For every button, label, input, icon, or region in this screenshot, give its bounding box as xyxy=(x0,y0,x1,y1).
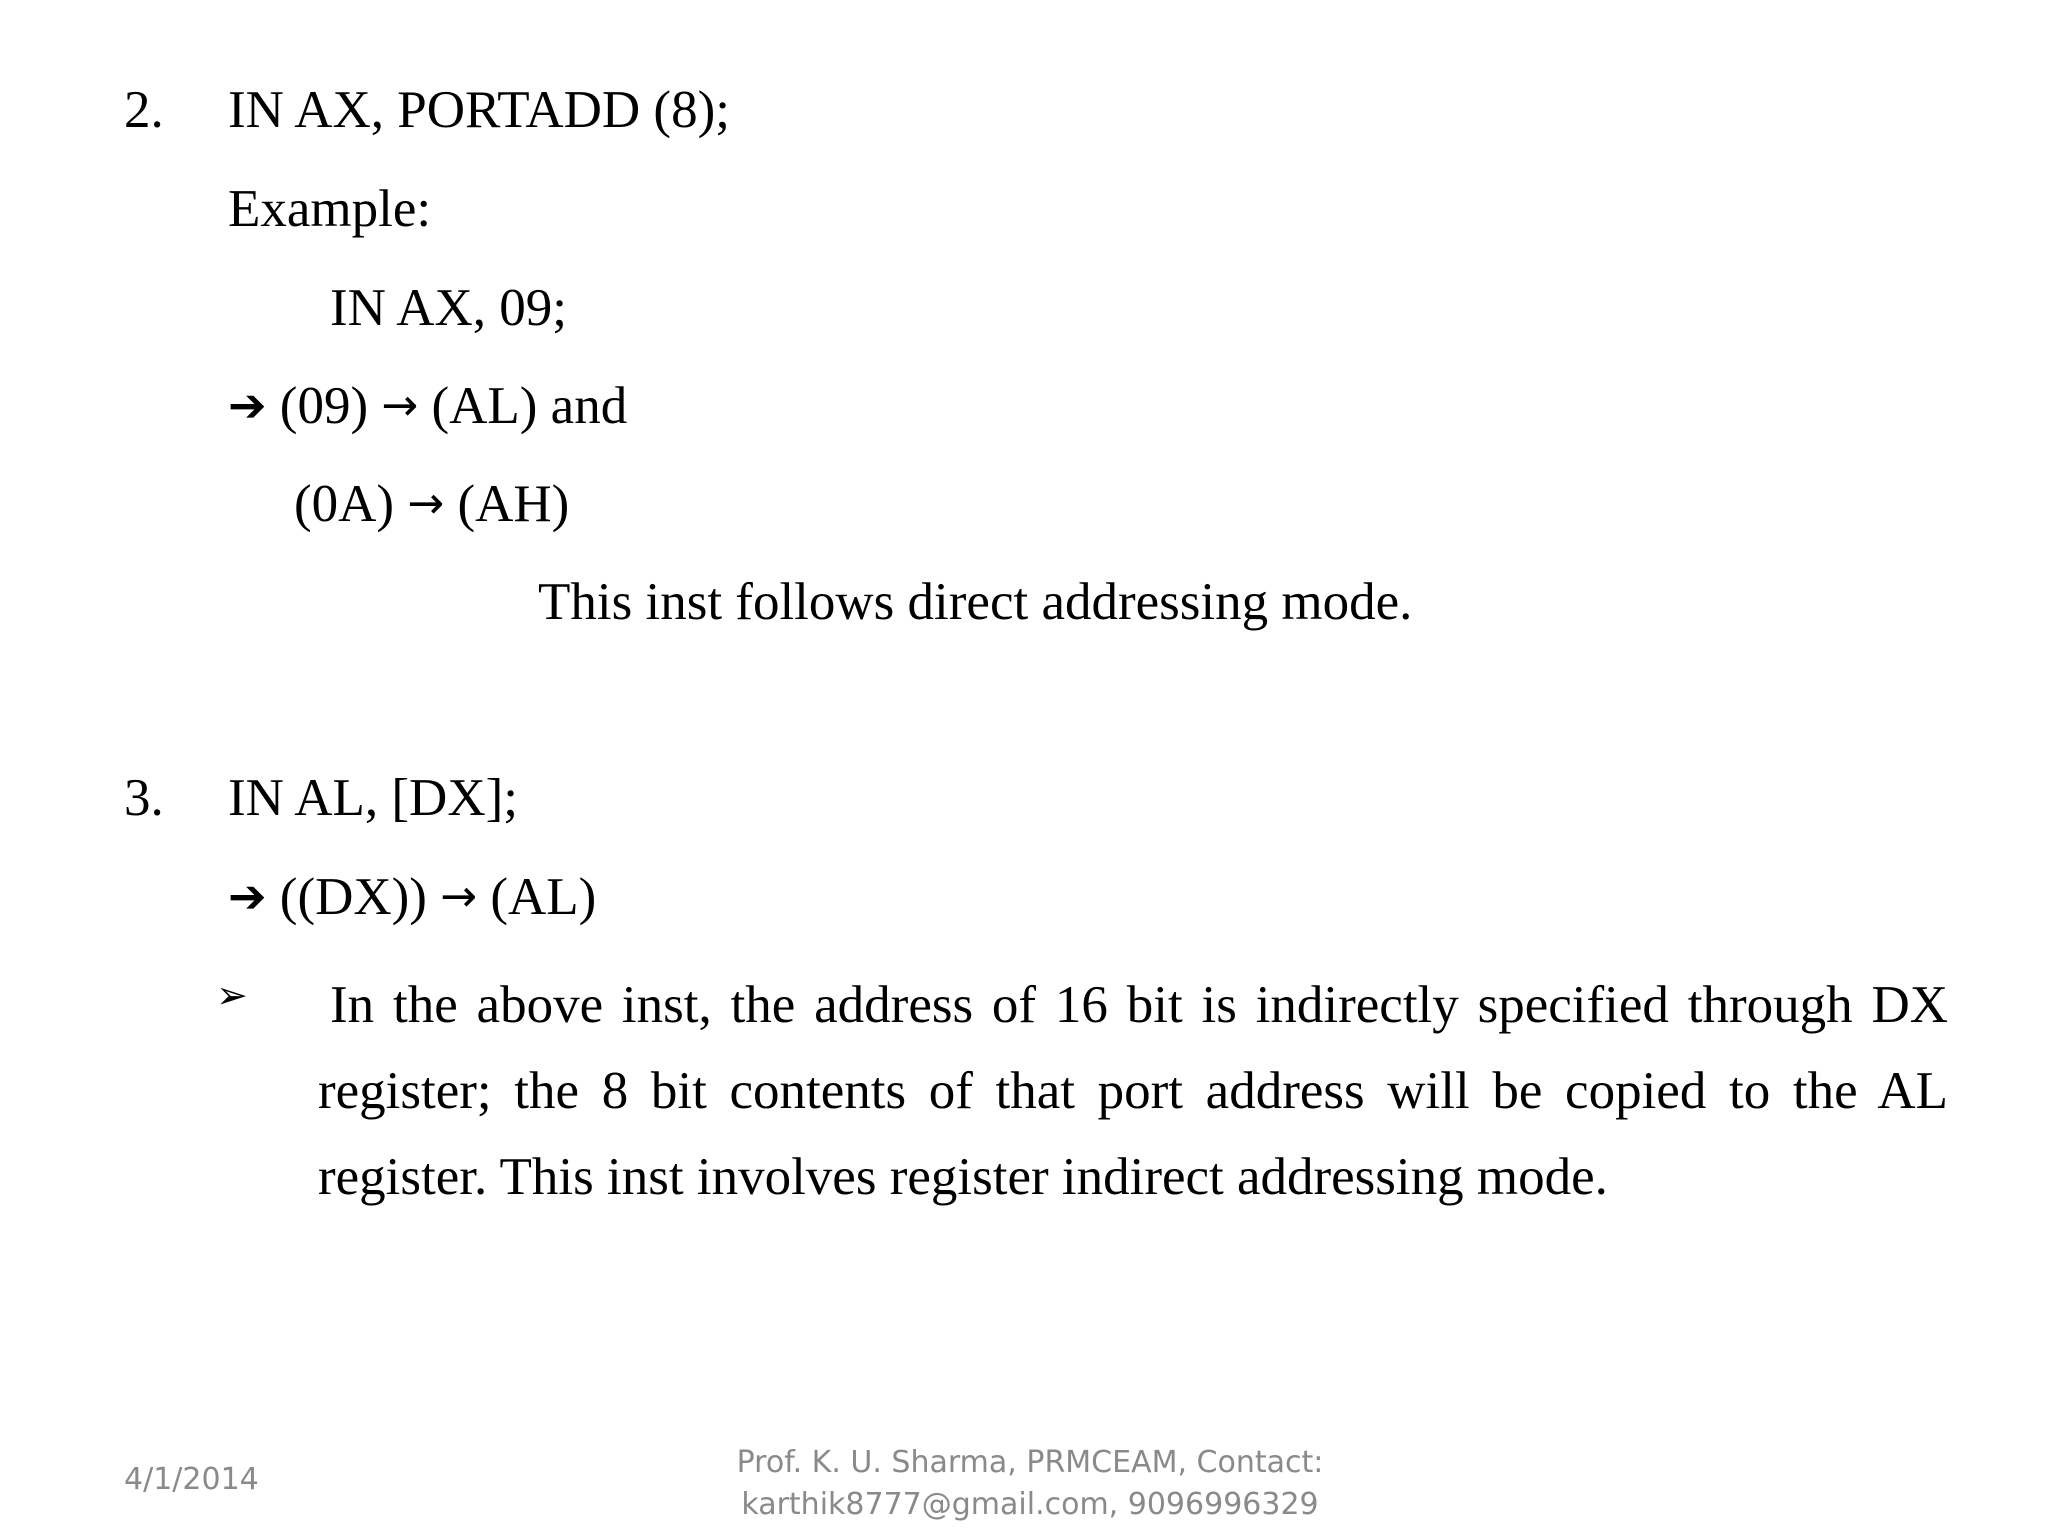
right-arrow-icon: → xyxy=(381,380,419,431)
footer-author-line1: Prof. K. U. Sharma, PRMCEAM, Contact: xyxy=(736,1445,1324,1480)
flow-dst: (AL) and xyxy=(431,377,628,435)
arrowhead-bullet-icon: ➢ xyxy=(216,973,248,1017)
right-arrow-icon: → xyxy=(407,478,445,529)
right-arrow-icon: → xyxy=(440,871,478,922)
flow-src: (0A) xyxy=(294,475,395,533)
item-number-3: 3. xyxy=(124,769,164,827)
instruction-in-ax-portadd: IN AX, PORTADD (8); xyxy=(228,81,730,139)
bold-right-arrow-icon: ➔ xyxy=(228,378,267,432)
register-indirect-explanation: In the above inst, the address of 16 bit is indirectly specified through DX register; the 8 bit contents of that port address will be copied to the AL register. This inst involves register indirect addressing mode. xyxy=(318,976,1948,1206)
footer-author-line2: karthik8777@gmail.com, 9096996329 xyxy=(741,1487,1319,1522)
flow-src: ((DX)) xyxy=(279,868,427,926)
flow-dst: (AL) xyxy=(490,868,597,926)
example-label: Example: xyxy=(228,180,432,238)
footer-date: 4/1/2014 xyxy=(124,1462,259,1497)
flow-09-to-al xyxy=(228,377,628,435)
bold-right-arrow-icon: ➔ xyxy=(228,869,267,923)
flow-dst: (AH) xyxy=(457,475,570,533)
flow-0a-to-ah xyxy=(294,475,570,533)
footer-author xyxy=(650,1442,1410,1526)
instruction-in-al-dx: IN AL, [DX]; xyxy=(228,769,518,827)
flow-src: (09) xyxy=(279,377,369,435)
example-code: IN AX, 09; xyxy=(330,279,568,337)
flow-dx-to-al xyxy=(228,868,597,926)
direct-addressing-note: This inst follows direct addressing mode. xyxy=(538,573,1413,631)
item-number-2: 2. xyxy=(124,81,164,139)
